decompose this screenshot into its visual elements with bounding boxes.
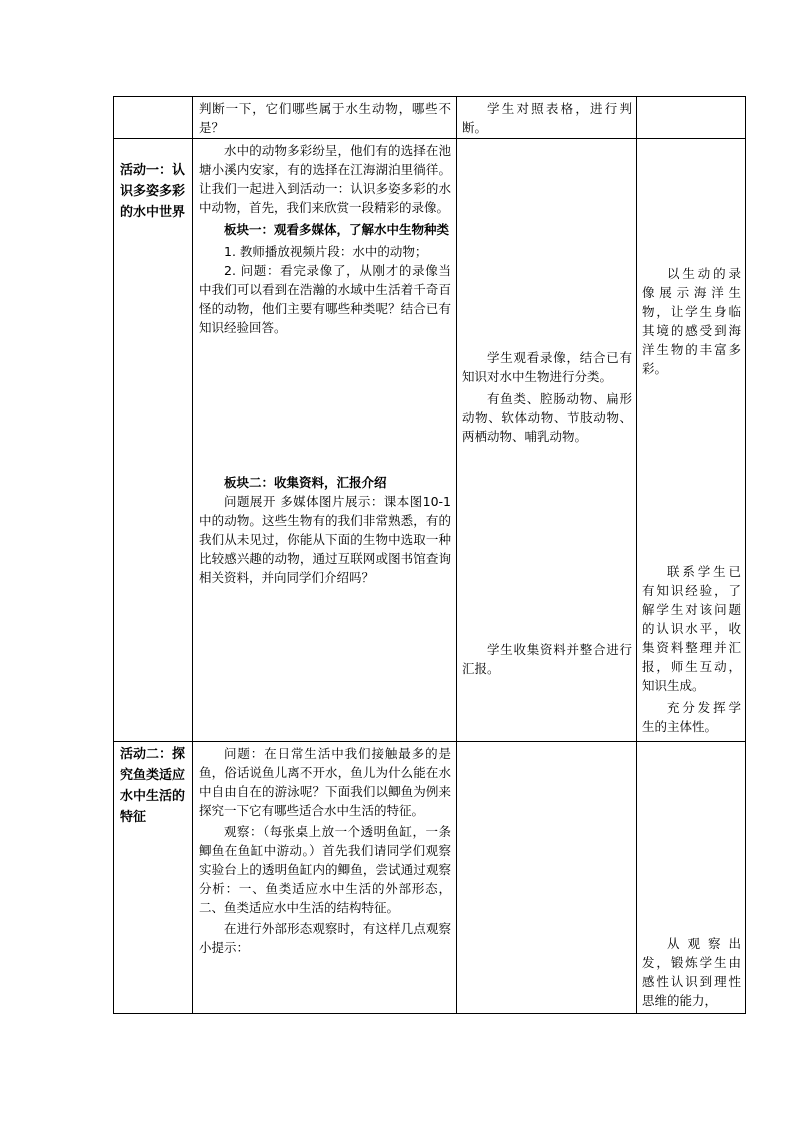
student-activity-cell bbox=[462, 348, 632, 446]
teacher-text: 判断一下，它们哪些属于水生动物，哪些不是？ bbox=[199, 101, 451, 135]
observation-text: 观察：（每张桌上放一个透明鱼缸，一条鲫鱼在鱼缸中游动。）首先我们请同学们观察实验台上的透明鱼缸内的鲫鱼，尝试通过观察分析：一、鱼类适应水中生活的外部形态，二、鱼类适应水中生活的结构特征。 bbox=[199, 824, 451, 915]
row-divider bbox=[113, 741, 746, 742]
block-one-title: 板块一：观看多媒体，了解水中生物种类 bbox=[224, 222, 450, 237]
table-border-bottom bbox=[113, 1013, 746, 1014]
teacher-activity-cell-block-two bbox=[199, 473, 451, 587]
student-activity-cell bbox=[462, 640, 632, 678]
student-activity-cell bbox=[462, 99, 632, 137]
student-text: 学生对照表格，进行判断。 bbox=[462, 101, 632, 135]
teacher-activity-cell bbox=[199, 99, 451, 137]
activity-two-label: 活动二：探究鱼类适应水中生活的特征 bbox=[120, 747, 186, 825]
question-text: 问题：在日常生活中我们接触最多的是鱼，俗话说鱼儿离不开水，鱼儿为什么能在水中自由自在的游泳呢？下面我们以鲫鱼为例来探究一下它有哪些适合水中生活的特征。 bbox=[199, 746, 451, 818]
row-divider bbox=[113, 138, 746, 139]
tip-text: 在进行外部形态观察时，有这样几点观察小提示： bbox=[199, 921, 451, 955]
intro-text: 水中的动物多彩纷呈，他们有的选择在池塘小溪内安家，有的选择在江海湖泊里徜徉。让我们一起进入到活动一：认识多姿多彩的水中动物，首先，我们来欣赏一段精彩的录像。 bbox=[199, 143, 451, 215]
design-intent-cell bbox=[642, 562, 741, 736]
student-text: 有鱼类、腔肠动物、扁形动物、软体动物、节肢动物、两栖动物、哺乳动物。 bbox=[462, 391, 632, 444]
student-text: 学生观看录像，结合已有知识对水中生物进行分类。 bbox=[462, 350, 632, 384]
column-divider bbox=[636, 96, 637, 1014]
column-divider bbox=[456, 96, 457, 1014]
student-text: 学生收集资料并整合进行汇报。 bbox=[462, 642, 632, 676]
list-item: 2. 问题：看完录像了，从刚才的录像当中我们可以看到在浩瀚的水域中生活着千奇百怪的动物，他们主要有哪些种类呢？结合已有知识经验回答。 bbox=[199, 263, 451, 335]
column-divider bbox=[192, 96, 193, 1014]
teacher-activity-cell bbox=[199, 141, 451, 337]
table-border-top bbox=[113, 96, 746, 97]
block-two-text: 问题展开 多媒体图片展示：课本图10-1中的动物。这些生物有的我们非常熟悉，有的我们从未见过，你能从下面的生物中选取一种比较感兴趣的动物，通过互联网或图书馆查询相关资料，并向同学们介绍吗？ bbox=[199, 494, 451, 585]
intent-text: 联系学生已有知识经验，了解学生对该问题的认识水平，收集资料整理并汇报，师生互动，知识生成。 bbox=[642, 564, 741, 693]
intent-text: 以生动的录像展示海洋生物，让学生身临其境的感受到海洋生物的丰富多彩。 bbox=[642, 266, 741, 376]
teacher-activity-cell bbox=[199, 744, 451, 957]
intent-text: 从观察出发，锻炼学生由感性认识到理性思维的能力， bbox=[642, 936, 741, 1008]
table-border-left bbox=[113, 96, 114, 1014]
table-border-right bbox=[745, 96, 746, 1014]
design-intent-cell bbox=[642, 264, 741, 378]
list-item: 1. 教师播放视频片段：水中的动物； bbox=[224, 244, 428, 259]
activity-one-label: 活动一：认识多姿多彩的水中世界 bbox=[120, 163, 186, 220]
lesson-plan-table bbox=[113, 96, 746, 1014]
design-intent-cell bbox=[642, 934, 741, 1010]
intent-text: 充分发挥学生的主体性。 bbox=[642, 700, 741, 734]
block-two-title: 板块二：收集资料，汇报介绍 bbox=[224, 475, 387, 490]
